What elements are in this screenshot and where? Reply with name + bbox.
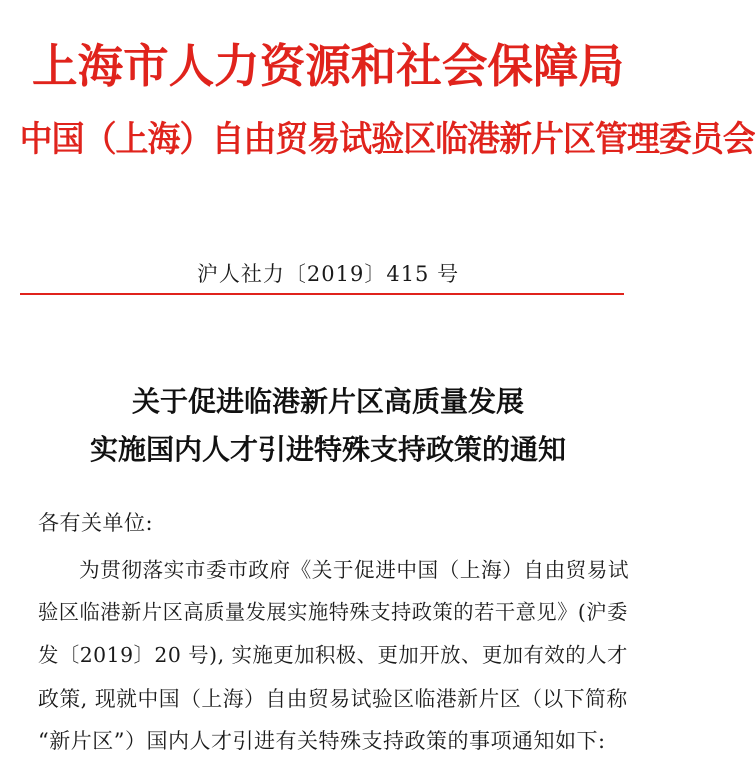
- notice-title-line-1: 关于促进临港新片区高质量发展: [131, 385, 524, 418]
- body-line-1: 为贯彻落实市委市政府《关于促进中国（上海）自由贸易试: [79, 558, 630, 582]
- issuing-org-title-1: 上海市人力资源和社会保障局: [31, 39, 625, 93]
- notice-title-line-2: 实施国内人才引进特殊支持政策的通知: [89, 433, 566, 466]
- issuing-org-title-2: 中国（上海）自由贸易试验区临港新片区管理委员会: [19, 120, 755, 160]
- body-line-2: 验区临港新片区高质量发展实施特殊支持政策的若干意见》(沪委: [38, 600, 628, 624]
- salutation: 各有关单位:: [38, 511, 154, 535]
- body-line-5: “新片区”）国内人才引进有关特殊支持政策的事项通知如下:: [38, 729, 606, 753]
- document-number: 沪人社力〔2019〕415 号: [196, 262, 460, 286]
- body-line-4: 政策, 现就中国（上海）自由贸易试验区临港新片区（以下简称: [38, 687, 628, 711]
- red-divider-line: [20, 293, 624, 295]
- body-line-3: 发〔2019〕20 号), 实施更加积极、更加开放、更加有效的人才: [38, 643, 628, 667]
